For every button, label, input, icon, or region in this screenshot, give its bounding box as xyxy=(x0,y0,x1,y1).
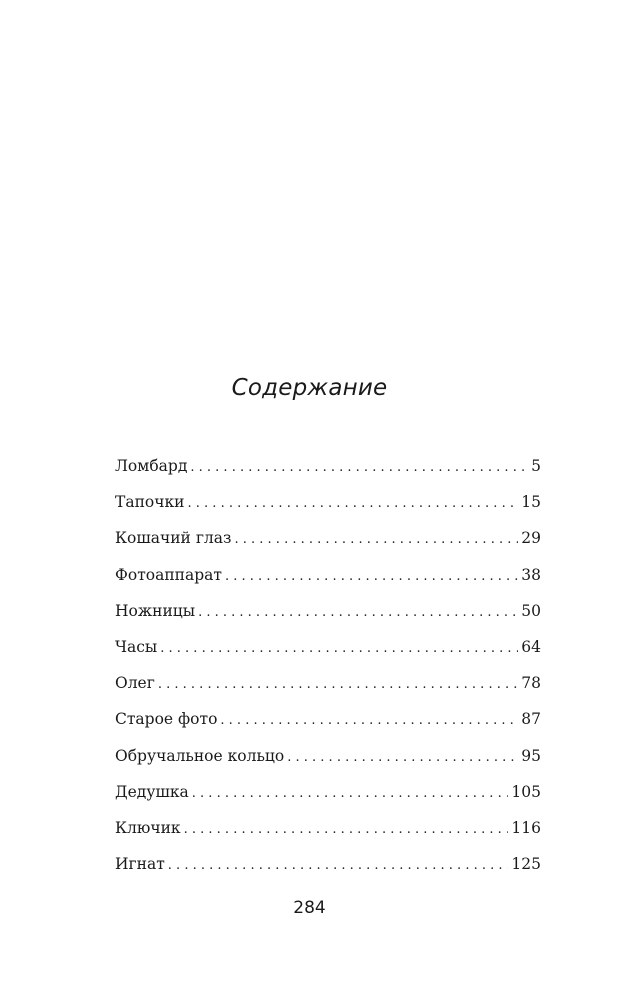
dot-leader xyxy=(220,713,518,728)
toc-chapter-title: Обручальное кольцо xyxy=(115,746,285,765)
toc-page-number: 50 xyxy=(521,601,541,620)
toc-page-number: 105 xyxy=(511,782,541,801)
toc-entry[interactable] xyxy=(115,674,541,710)
page-number: 284 xyxy=(293,898,326,918)
toc-entry[interactable] xyxy=(115,602,541,638)
toc-list xyxy=(115,457,541,891)
toc-page-number: 116 xyxy=(511,818,541,837)
dot-leader xyxy=(192,786,509,801)
toc-chapter-title: Ключик xyxy=(115,818,181,837)
toc-page-number: 78 xyxy=(521,674,541,693)
toc-chapter-title: Ножницы xyxy=(115,601,196,620)
toc-entry[interactable] xyxy=(115,783,541,819)
toc-title: Содержание xyxy=(231,375,388,401)
toc-entry[interactable] xyxy=(115,855,541,891)
toc-page-number: 64 xyxy=(521,637,541,656)
dot-leader xyxy=(188,496,519,511)
toc-entry[interactable] xyxy=(115,566,541,602)
toc-entry[interactable] xyxy=(115,819,541,855)
toc-entry[interactable] xyxy=(115,747,541,783)
toc-chapter-title: Фотоаппарат xyxy=(115,565,222,584)
toc-page-number: 5 xyxy=(531,457,541,475)
toc-page-number: 125 xyxy=(511,855,541,874)
toc-page-number: 87 xyxy=(521,710,541,729)
toc-page-number: 95 xyxy=(521,746,541,765)
toc-entry[interactable] xyxy=(115,710,541,746)
toc-chapter-title: Игнат xyxy=(115,855,165,874)
dot-leader xyxy=(158,677,518,692)
toc-chapter-title: Олег xyxy=(115,674,155,693)
toc-page-number: 29 xyxy=(521,529,541,548)
toc-chapter-title: Кошачий глаз xyxy=(115,529,232,548)
toc-chapter-title: Ломбард xyxy=(115,457,188,475)
dot-leader xyxy=(160,641,518,656)
dot-leader xyxy=(198,605,518,620)
toc-entry[interactable] xyxy=(115,457,541,493)
toc-entry[interactable] xyxy=(115,493,541,529)
dot-leader xyxy=(287,750,518,765)
dot-leader xyxy=(168,858,509,873)
toc-chapter-title: Старое фото xyxy=(115,710,218,729)
toc-page-number: 15 xyxy=(521,493,541,512)
toc-page-number: 38 xyxy=(521,565,541,584)
toc-chapter-title: Дедушка xyxy=(115,782,189,801)
dot-leader xyxy=(190,460,528,475)
dot-leader xyxy=(184,822,509,837)
toc-chapter-title: Часы xyxy=(115,637,158,656)
dot-leader xyxy=(225,569,518,584)
toc-chapter-title: Тапочки xyxy=(115,493,185,512)
toc-entry[interactable] xyxy=(115,529,541,565)
dot-leader xyxy=(234,532,518,547)
toc-entry[interactable] xyxy=(115,638,541,674)
